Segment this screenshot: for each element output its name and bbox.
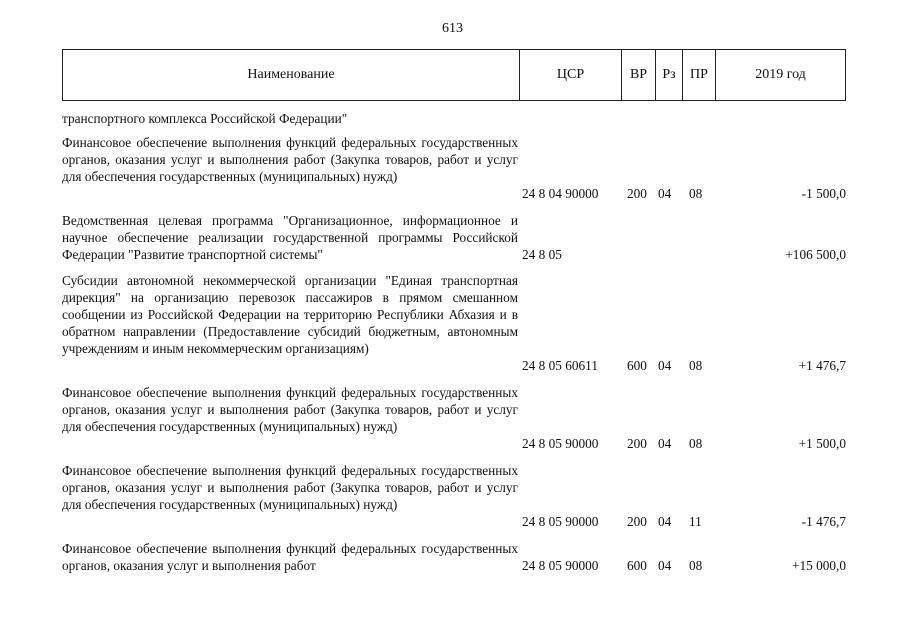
page-number: 613 xyxy=(442,21,463,36)
row-vr: 600 xyxy=(627,558,647,573)
row-name: Финансовое обеспечение выполнения функций федеральных государственных органов, оказания услуг и выполнения работ (Закупка товаров, работ и услуг для обеспечения государственных (муниципальных) нужд) xyxy=(62,385,518,434)
row-pr: 08 xyxy=(689,436,703,451)
row-name: Ведомственная целевая программа "Организационное, информационное и научное обеспечение реализации государственной программы Российской Федерации "Развитие транспортной системы" xyxy=(62,213,518,262)
row-pr: 08 xyxy=(689,186,703,201)
row-vr: 200 xyxy=(627,186,647,201)
row-rz: 04 xyxy=(658,436,672,451)
row-name: транспортного комплекса Российской Федерации" xyxy=(62,111,348,126)
row-rz: 04 xyxy=(658,186,672,201)
row-csr: 24 8 05 xyxy=(522,247,562,262)
header-year: 2019 год xyxy=(755,67,806,82)
header-csr: ЦСР xyxy=(520,50,622,100)
row-csr: 24 8 04 90000 xyxy=(522,186,599,201)
row-amount: +106 500,0 xyxy=(785,247,846,262)
row-amount: +15 000,0 xyxy=(791,558,846,573)
table-header xyxy=(62,49,846,101)
row-csr: 24 8 05 60611 xyxy=(522,358,598,373)
row-vr: 600 xyxy=(627,358,647,373)
table-row xyxy=(62,212,846,263)
row-vr: 200 xyxy=(627,436,647,451)
row-pr: 08 xyxy=(689,358,703,373)
row-rz: 04 xyxy=(658,358,672,373)
row-name: Финансовое обеспечение выполнения функций федеральных государственных органов, оказания услуг и выполнения работ (Закупка товаров, работ и услуг для обеспечения государственных (муниципальных) нужд) xyxy=(62,135,518,184)
header-vr: ВР xyxy=(622,50,656,100)
table-row xyxy=(62,110,846,127)
row-pr: 11 xyxy=(689,514,702,529)
header-rz: Рз xyxy=(656,50,683,100)
header-pr: ПР xyxy=(683,50,716,100)
row-vr: 200 xyxy=(627,514,647,529)
row-name: Субсидии автономной некоммерческой организации "Единая транспортная дирекция" на организацию перевозок пассажиров в прямом смешанном сообщении из Российской Федерации на территорию Республики Абхазия и в обратном направлении (Предоставление субсидий бюджетным, автономным учреждениям и иным некоммерческим организациям) xyxy=(62,273,518,356)
table-row xyxy=(62,134,846,202)
row-amount: -1 500,0 xyxy=(801,186,846,201)
table-row xyxy=(62,462,846,530)
header-name: Наименование xyxy=(63,50,520,100)
row-rz: 04 xyxy=(658,558,672,573)
row-csr: 24 8 05 90000 xyxy=(522,436,599,451)
table-row xyxy=(62,272,846,374)
row-amount: +1 476,7 xyxy=(798,358,846,373)
row-csr: 24 8 05 90000 xyxy=(522,558,599,573)
table-row xyxy=(62,384,846,452)
table-row xyxy=(62,540,846,574)
row-pr: 08 xyxy=(689,558,703,573)
row-name: Финансовое обеспечение выполнения функций федеральных государственных органов, оказания услуг и выполнения работ (Закупка товаров, работ и услуг для обеспечения государственных (муниципальных) нужд) xyxy=(62,463,518,512)
row-name: Финансовое обеспечение выполнения функций федеральных государственных органов, оказания услуг и выполнения работ xyxy=(62,541,518,573)
row-rz: 04 xyxy=(658,514,672,529)
row-amount: +1 500,0 xyxy=(798,436,846,451)
row-csr: 24 8 05 90000 xyxy=(522,514,599,529)
row-amount: -1 476,7 xyxy=(801,514,846,529)
